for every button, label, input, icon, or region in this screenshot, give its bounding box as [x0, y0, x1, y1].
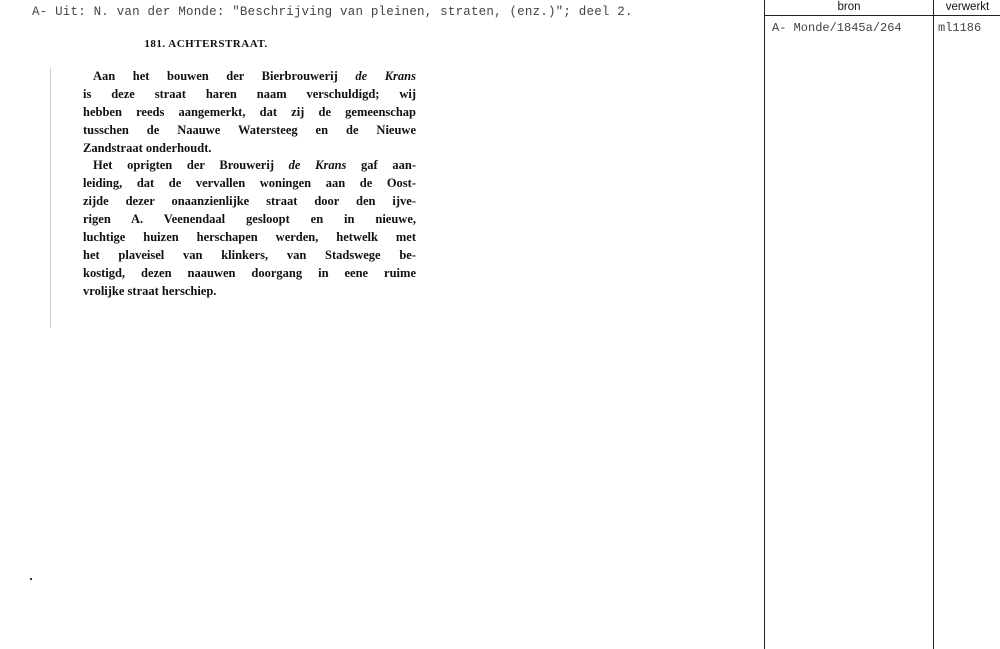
column-divider	[933, 0, 934, 649]
column-header-verwerkt: verwerkt	[945, 1, 990, 13]
article-paragraph-2	[83, 156, 416, 300]
column-header-bron: bron	[837, 1, 861, 13]
margin-line	[50, 68, 51, 328]
record-table	[764, 0, 1000, 649]
text-line: is deze straat haren naam verschuldigd; wij	[83, 87, 416, 101]
text-line: tusschen de Naauwe Watersteeg en de Nieuwe	[83, 123, 416, 137]
article-paragraph-1	[83, 67, 416, 157]
text-line: kostigd, dezen naauwen doorgang in eene ruime	[83, 266, 416, 280]
text-line: Aan het bouwen der Bierbrouwerij de Krans	[93, 69, 416, 83]
text-line: het plaveisel van klinkers, van Stadswege be-	[83, 248, 416, 262]
scanned-page	[46, 28, 416, 318]
article-heading: 181. ACHTERSTRAAT.	[144, 38, 268, 50]
text-line: zijde dezer onaanzienlijke straat door den ijve-	[83, 194, 416, 208]
scan-speck	[30, 578, 32, 580]
table-cell-verwerkt: ml1186	[938, 21, 982, 35]
source-citation: A- Uit: N. van der Monde: "Beschrijving van pleinen, straten, (enz.)"; deel 2.	[32, 5, 633, 19]
text-line: hebben reeds aangemerkt, dat zij de gemeenschap	[83, 105, 416, 119]
text-line: Het oprigten der Brouwerij de Krans gaf aan-	[93, 158, 416, 172]
table-cell-bron: A- Monde/1845a/264	[772, 21, 902, 35]
header-divider	[765, 15, 1000, 16]
text-line: leiding, dat de vervallen woningen aan de Oost-	[83, 176, 416, 190]
text-line: Zandstraat onderhoudt.	[83, 141, 212, 155]
text-line: vrolijke straat herschiep.	[83, 284, 217, 298]
text-line: luchtige huizen herschapen werden, hetwelk met	[83, 230, 416, 244]
text-line: rigen A. Veenendaal gesloopt en in nieuwe,	[83, 212, 416, 226]
